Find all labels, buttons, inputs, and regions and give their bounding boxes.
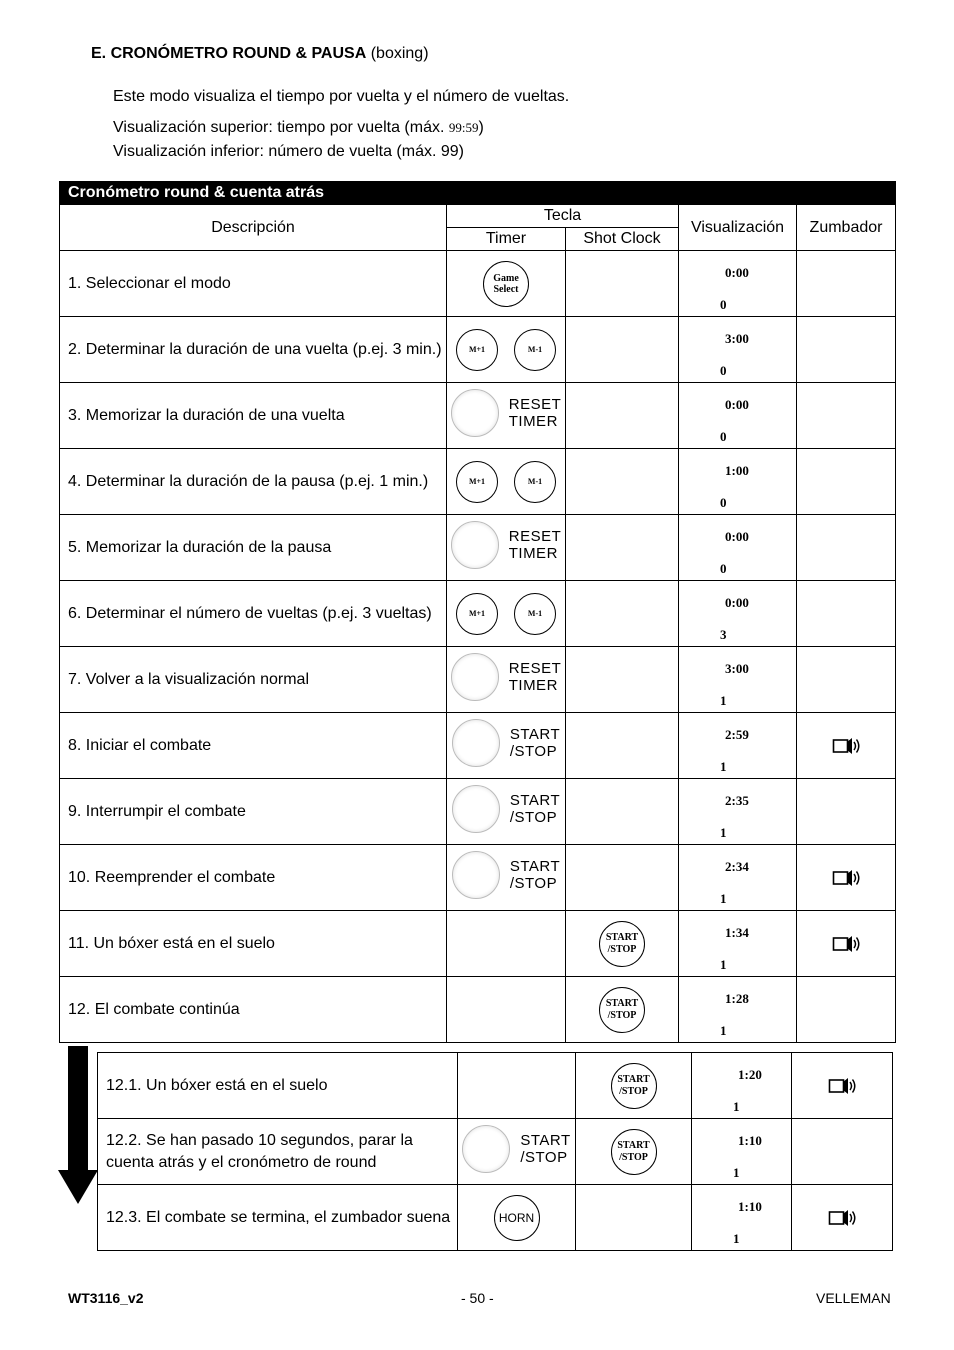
display-top-value: 3:00 <box>725 661 749 676</box>
table-row <box>60 977 896 1043</box>
buzzer-cell <box>797 977 896 1043</box>
shot-clock-start-stop-button: START /STOP <box>611 1129 657 1175</box>
timer-key-cell <box>447 581 566 647</box>
m-minus-button: M-1 <box>514 593 556 635</box>
step-description: 12.1. Un bóxer está en el suelo <box>98 1053 458 1119</box>
table-row <box>60 449 896 515</box>
display-top-value: 1:20 <box>738 1067 762 1082</box>
start-stop-button <box>452 851 500 899</box>
buzzer-icon <box>832 868 860 888</box>
display-cell <box>692 1119 792 1185</box>
display-bottom-value: 1 <box>720 1023 727 1038</box>
shot-clock-key-cell <box>566 779 679 845</box>
display-top-value: 2:34 <box>725 859 749 874</box>
display-top-value: 3:00 <box>725 331 749 346</box>
display-bottom-value: 1 <box>733 1099 740 1114</box>
step-description: 12.3. El combate se termina, el zumbador suena <box>98 1185 458 1251</box>
table-row <box>60 581 896 647</box>
shot-clock-start-stop-button: START /STOP <box>599 921 645 967</box>
shot-clock-key-cell <box>566 713 679 779</box>
timer-key-cell <box>447 779 566 845</box>
shot-clock-key-cell <box>566 383 679 449</box>
buzzer-icon <box>828 1076 856 1096</box>
display-top-value: 1:10 <box>738 1199 762 1214</box>
shot-clock-start-stop-button: START /STOP <box>599 987 645 1033</box>
timer-key-cell <box>447 383 566 449</box>
display-top-value: 2:35 <box>725 793 749 808</box>
shot-clock-key-cell <box>566 581 679 647</box>
display-top-value: 0:00 <box>725 529 749 544</box>
buzzer-cell <box>797 251 896 317</box>
buzzer-cell <box>797 317 896 383</box>
footer-brand: VELLEMAN <box>816 1290 891 1306</box>
start-stop-button <box>452 719 500 767</box>
shot-clock-key-cell <box>566 251 679 317</box>
header-description: Descripción <box>60 205 447 251</box>
step-description: 12. El combate continúa <box>60 977 447 1043</box>
table-title: Cronómetro round & cuenta atrás <box>60 182 896 205</box>
intro-line-3: Visualización inferior: número de vuelta (máx. 99) <box>113 143 464 160</box>
timer-key-cell <box>447 977 566 1043</box>
buzzer-cell <box>797 647 896 713</box>
game-select-button: Game Select <box>483 261 529 307</box>
display-bottom-value: 0 <box>720 561 727 576</box>
display-cell <box>692 1053 792 1119</box>
step-description: 12.2. Se han pasado 10 segundos, parar la cuenta atrás y el cronómetro de round <box>98 1119 458 1185</box>
buzzer-cell <box>797 911 896 977</box>
display-bottom-value: 0 <box>720 297 727 312</box>
shot-clock-key-cell <box>566 845 679 911</box>
table-row <box>60 317 896 383</box>
buzzer-icon <box>832 934 860 954</box>
display-bottom-value: 3 <box>720 627 727 642</box>
arrow-down-icon <box>58 1046 98 1206</box>
step-description: 5. Memorizar la duración de la pausa <box>60 515 447 581</box>
timer-key-cell <box>447 449 566 515</box>
reset-timer-label: RESET TIMER <box>508 396 562 430</box>
buzzer-cell <box>797 383 896 449</box>
table-row <box>60 251 896 317</box>
table-row <box>60 515 896 581</box>
table-row <box>60 779 896 845</box>
display-cell <box>692 1185 792 1251</box>
reset-timer-label: RESET TIMER <box>508 660 562 694</box>
display-cell <box>679 647 797 713</box>
header-display: Visualización <box>679 205 797 251</box>
main-table <box>59 181 896 1043</box>
display-cell <box>679 845 797 911</box>
display-top-value: 1:34 <box>725 925 749 940</box>
step-description: 7. Volver a la visualización normal <box>60 647 447 713</box>
timer-key-cell <box>447 911 566 977</box>
section-title: E. CRONÓMETRO ROUND & PAUSA (boxing) <box>91 45 429 62</box>
shot-clock-key-cell <box>566 647 679 713</box>
display-top-value: 2:59 <box>725 727 749 742</box>
display-bottom-value: 1 <box>733 1165 740 1180</box>
shot-clock-key-cell <box>576 1185 692 1251</box>
buzzer-cell <box>797 779 896 845</box>
step-description: 11. Un bóxer está en el suelo <box>60 911 447 977</box>
display-top-value: 0:00 <box>725 397 749 412</box>
start-stop-label: START /STOP <box>509 858 561 892</box>
display-cell <box>679 317 797 383</box>
timer-key-cell <box>458 1119 576 1185</box>
intro-line-1: Este modo visualiza el tiempo por vuelta y el número de vueltas. <box>113 88 570 105</box>
shot-clock-key-cell <box>576 1053 692 1119</box>
display-top-value: 1:28 <box>725 991 749 1006</box>
footer-doc-code: WT3116_v2 <box>68 1290 144 1306</box>
timer-key-cell <box>447 515 566 581</box>
step-description: 1. Seleccionar el modo <box>60 251 447 317</box>
timer-key-cell <box>447 845 566 911</box>
buzzer-icon <box>828 1208 856 1228</box>
sub-table-row <box>98 1119 893 1185</box>
display-bottom-value: 1 <box>720 825 727 840</box>
display-bottom-value: 1 <box>733 1231 740 1246</box>
reset-timer-button <box>451 653 499 701</box>
reset-timer-button <box>451 389 499 437</box>
step-description: 2. Determinar la duración de una vuelta (p.ej. 3 min.) <box>60 317 447 383</box>
timer-key-cell <box>447 713 566 779</box>
buzzer-cell <box>792 1185 893 1251</box>
display-bottom-value: 1 <box>720 693 727 708</box>
start-stop-label: START /STOP <box>520 1132 571 1166</box>
shot-clock-key-cell <box>566 515 679 581</box>
shot-clock-key-cell <box>576 1119 692 1185</box>
footer-page-number: - 50 - <box>461 1290 494 1306</box>
display-cell <box>679 977 797 1043</box>
header-shot-clock: Shot Clock <box>566 228 679 251</box>
reset-timer-button <box>451 521 499 569</box>
sub-table-row <box>98 1185 893 1251</box>
step-description: 8. Iniciar el combate <box>60 713 447 779</box>
buzzer-cell <box>797 449 896 515</box>
reset-timer-label: RESET TIMER <box>508 528 562 562</box>
step-description: 4. Determinar la duración de la pausa (p.ej. 1 min.) <box>60 449 447 515</box>
shot-clock-key-cell <box>566 317 679 383</box>
shot-clock-start-stop-button: START /STOP <box>611 1063 657 1109</box>
start-stop-label: START /STOP <box>509 792 561 826</box>
buzzer-cell <box>797 581 896 647</box>
table-row <box>60 647 896 713</box>
m-plus-button: M+1 <box>456 461 498 503</box>
table-row <box>60 713 896 779</box>
buzzer-icon <box>832 736 860 756</box>
buzzer-cell <box>792 1053 893 1119</box>
horn-button: HORN <box>494 1195 540 1241</box>
display-bottom-value: 0 <box>720 495 727 510</box>
timer-key-cell <box>458 1185 576 1251</box>
display-bottom-value: 0 <box>720 429 727 444</box>
display-bottom-value: 1 <box>720 891 727 906</box>
sub-table-row <box>98 1053 893 1119</box>
m-plus-button: M+1 <box>456 593 498 635</box>
sub-table <box>97 1052 893 1251</box>
intro-line-2: Visualización superior: tiempo por vuelta (máx. 99:59) <box>113 119 484 136</box>
display-cell <box>679 383 797 449</box>
shot-clock-key-cell <box>566 977 679 1043</box>
step-description: 3. Memorizar la duración de una vuelta <box>60 383 447 449</box>
buzzer-cell <box>797 845 896 911</box>
m-minus-button: M-1 <box>514 461 556 503</box>
display-bottom-value: 1 <box>720 957 727 972</box>
display-cell <box>679 779 797 845</box>
display-cell <box>679 581 797 647</box>
display-cell <box>679 911 797 977</box>
display-bottom-value: 0 <box>720 363 727 378</box>
header-key: Tecla <box>447 205 679 228</box>
shot-clock-key-cell <box>566 449 679 515</box>
step-description: 6. Determinar el número de vueltas (p.ej. 3 vueltas) <box>60 581 447 647</box>
table-row <box>60 383 896 449</box>
buzzer-cell <box>797 713 896 779</box>
header-buzzer: Zumbador <box>797 205 896 251</box>
timer-key-cell <box>458 1053 576 1119</box>
display-cell <box>679 449 797 515</box>
display-top-value: 0:00 <box>725 265 749 280</box>
start-stop-label: START /STOP <box>509 726 561 760</box>
display-top-value: 1:10 <box>738 1133 762 1148</box>
start-stop-button <box>452 785 500 833</box>
timer-key-cell <box>447 317 566 383</box>
start-stop-button <box>462 1125 510 1173</box>
shot-clock-key-cell <box>566 911 679 977</box>
display-cell <box>679 713 797 779</box>
timer-key-cell <box>447 647 566 713</box>
m-plus-button: M+1 <box>456 329 498 371</box>
step-description: 10. Reemprender el combate <box>60 845 447 911</box>
display-top-value: 1:00 <box>725 463 749 478</box>
m-minus-button: M-1 <box>514 329 556 371</box>
display-cell <box>679 251 797 317</box>
buzzer-cell <box>797 515 896 581</box>
table-row <box>60 911 896 977</box>
display-cell <box>679 515 797 581</box>
buzzer-cell <box>792 1119 893 1185</box>
display-bottom-value: 1 <box>720 759 727 774</box>
step-description: 9. Interrumpir el combate <box>60 779 447 845</box>
display-top-value: 0:00 <box>725 595 749 610</box>
header-timer: Timer <box>447 228 566 251</box>
timer-key-cell <box>447 251 566 317</box>
table-row <box>60 845 896 911</box>
